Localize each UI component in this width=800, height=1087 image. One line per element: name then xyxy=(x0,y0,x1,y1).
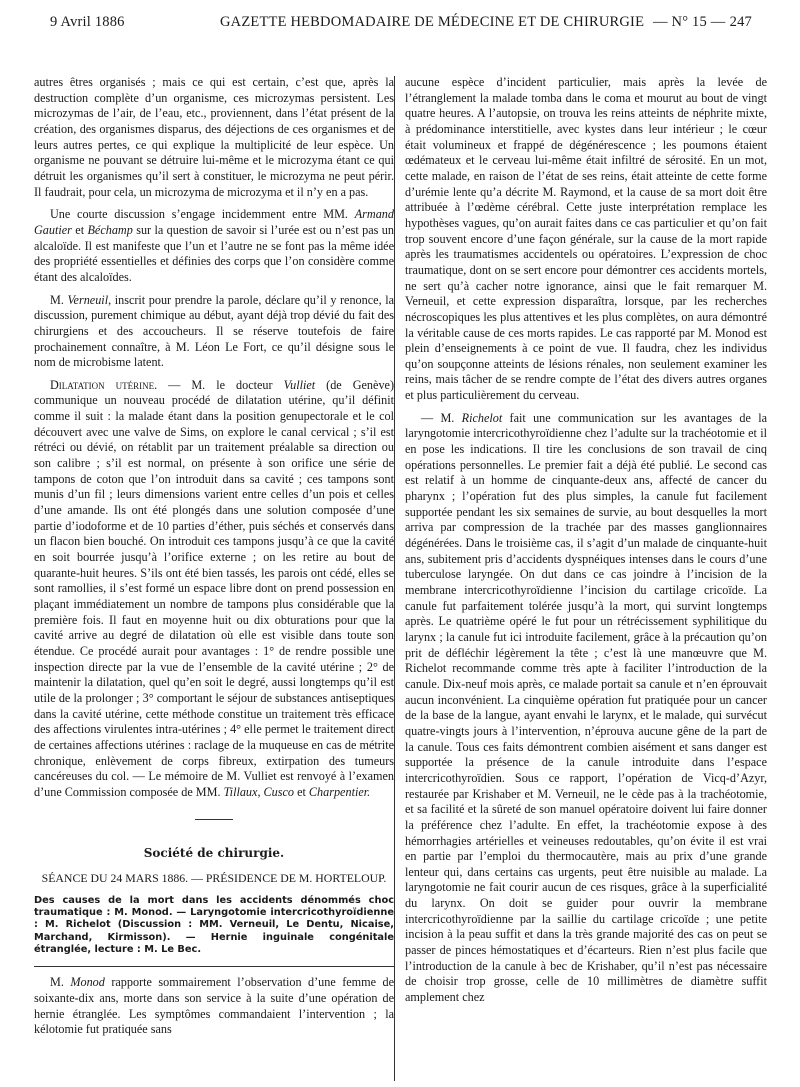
paragraph-richelot: — M. Richelot fait une communication sur les avantages de la laryngotomie intercricothyroïdienne chez l’adulte sur la trachéotomie et il en pose les indications. Il tire les conclusions de son travail de cinq opérations personnelles. Le premier fait a déjà été publié. Le second cas est relatif à un homme de cinquante-deux ans, affecté de cancer du pharynx ; l’opération fut des plus simples, la canule fut facilement supportée pendant les six semaines de survie, au bout desquelles la mort arriva par compression de la trachée par des masses ganglionnaires dégénérées. Dans le troisième cas, il s’agit d’un malade de cinquante-huit ans, subitement pris d’accidents dyspnéiques intenses dans le cours d’une tuberculose laryngée. On dut dans ce cas joindre à l’incision de la membrane intercricothyroïdienne l’incision du cartilage cricoïde. La canule fut parfaitement tolérée jusqu’à la mort, qui survint longtemps après. Le quatrième opéré le fut pour un rétrécissement syphilitique du larynx ; la canule fut ici introduite facilement, grâce à la précaution qu’on prit de défléchir légèrement la tête ; c’est là une manœuvre que M. Richelot recommande comme très apte à faciliter l’introduction de la canule. Dix-neuf mois après, ce malade portait sa canule et n’en éprouvait aucun inconvénient. La cinquième opération fut pratiquée pour un cancer de la base de la langue, ayant envahi le larynx, et le malade, qui survécut quatre-vingts jours à l’intervention, n’éprouva aucune gêne de la part de la canule. Tous ces faits démontrent combien aisément et sans danger est supportée la présence de la canule introduite dans l’espace intercricothyroïdien. Sous ce rapport, l’opération de Vicq-d’Azyr, restaurée par Krishaber et M. Verneuil, ne le cède pas à la trachéotomie, et sa facilité et la sûreté de son manuel opératoire doivent lui faire donner la préférence chez l’adulte. En effet, la trachéotomie expose à des hémorrhagies artérielles et veineuses redoutables, qu’on évite il est vrai en partie par l’emploi du thermocautère, mais au prix d’une grande lenteur qui, dans certains cas urgents, peut être nuisible au malade. La laryngotomie ne fait courir aucun de ces risques, grâce à la superficialité du larynx. On doit se guider pour ouvrir la membrane intercricothyroïdienne par la saillie du cartilage cricoïde ; une petite incision à la peau suffit et dans la très grande majorité des cas on peut se passer de pinces hémostatiques et d’écarteurs. Rien n’est plus facile que l’introduction de la canule à bec de Krishaber, qu’il n’est pas nécessaire de choisir trop grosse, celle de 10 millimètres de diamètre suffit amplement chez xyxy=(405,410,767,1005)
left-column xyxy=(34,75,394,1075)
paragraph-dilatation-uterine: Dilatation utérine. — M. le docteur Vulliet (de Genève) communique un nouveau procédé de dilatation utérine, qu’il définit comme il suit : la malade étant dans la position genupectorale et le col découvert avec une valve de Sims, on explore le canal cervical ; s’il est rétréci ou dévié, on rétablit par un traitement préalable sa direction ou son calibre ; s’il est normal, on présente à son orifice une série de tampons de coton que l’on introduit dans sa cavité ; ces tampons sont munis d’un fil ; leurs dimensions varient entre celles d’un pois et celles d’une amande. Ils ont été plongés dans une solution composée d’une partie d’iodoforme et de 10 parties d’éther, puis séchés et conservés dans un flacon bien bouché. On introduit ces tampons jusqu’à ce que la cavité en soit bourrée jusqu’à l’orifice externe ; on les retire au bout de quarante-huit heures. S’ils ont été bien tassés, les parois ont cédé, elles se sont ramollies, il s’est formé un espace libre dont on prend possession en plaçant immédiatement un nombre de tampons plus considérable que la première fois. Il faut en moyenne huit ou dix obturations pour que la cavité arrive au degré de dilatation où elle est visible dans toute son étendue. Ce procédé aurait pour avantages : 1° de rendre possible une inspection directe par la vue de l’ensemble de la cavité utérine ; 2° de maintenir la dilatation, quel qu’en soit le degré, aussi longtemps qu’il est utile de la prolonger ; 3° comportant le séjour de substances antiseptiques dans la cavité utérine, cette méthode constitue un traitement très efficace des affections virulentes intra-utérines ; 4° elle permet le traitement direct de certaines affections utérines : raclage de la muqueuse en cas de métrite chronique, enlèvement de corps fibreux, extirpation des tumeurs cancéreuses du col. — Le mémoire de M. Vulliet est renvoyé à l’examen d’une Commission composée de MM. Tillaux, Cusco et Charpentier. xyxy=(34,377,395,799)
paragraph-microzymas: autres êtres organisés ; mais ce qui est certain, c’est que, après la destruction complète d’un organisme, ces microzymas persistent. Les microzymas de l’air, de l’eau, etc., proviennent, dans l’état présent de la création, des organismes disparus, des déjections de ces organismes et de leurs autres pertes, ce qui explique la multiplicité de leur espèce. Un organisme ne pouvant se détruire lui-même et le microzyma étant ce qui détruit les organismes qu’il sert à constituer, le microzyma ne peut périr. Il faudrait, pour cela, un microzyma de microzyma et il n’y en a pas. xyxy=(34,75,394,199)
right-column xyxy=(405,75,767,1075)
society-heading: Société de chirurgie. xyxy=(143,845,285,860)
seance-line: SÉANCE DU 24 MARS 1886. — PRÉSIDENCE DE M. HORTELOUP. xyxy=(41,871,387,886)
session-summary: Des causes de la mort dans les accidents dénommés choc traumatique : M. Monod. — Laryngotomie intercricothyroïdienne : M. Richelot (Discussion : MM. Verneuil, Le Dentu, Nicaise, Marchand, Kirmisson). — Hernie inguinale congénitale étranglée, lecture : M. Le Bec. xyxy=(34,894,394,956)
section-rule xyxy=(195,819,233,820)
paragraph-uree-discussion: Une courte discussion s’engage incidemment entre MM. Armand Gautier et Béchamp sur la question de savoir si l’urée est ou n’est pas un alcaloïde. Il est manifeste que l’un et l’autre ne se font pas la même idée des propriété essentielles et définies des corps que l’on considère comme étant des alcaloïdes. xyxy=(34,207,394,284)
column-divider xyxy=(394,76,395,1081)
page-number: 247 xyxy=(729,14,752,30)
paragraph-autopsie: aucune espèce d’incident particulier, mais après la levée de l’étranglement la malade tomba dans le coma et mourut au bout de vingt quatre heures. A l’autopsie, on trouva les reins atteints de néphrite mixte, à prédominance interstitielle, avec kystes dans leur intérieur ; le cœur était volumineux et frappé de dégénérescence ; les poumons étaient œdémateux et le cerveau lui-même était infiltré de sérosité. En un mot, cette malade, en raison de l’état de ses reins, était atteinte de cette forme d’urémie lente qu’a décrite M. Raymond, et la cause de sa mort doit être attribuée à l’œdème cérébral. Cette juste interprétation remplace les hypothèses vagues, qu’on aurait faites dans ce cas particulier et qu’on fait trop souvent encore d’une façon générale, sur la cause de la mort rapide après les traumatismes accidentels ou opératoires. L’expression de choc traumatique, dont on se sert encore pour démontrer ces accidents mortels, ne sert qu’à cacher notre ignorance, ainsi que le fait remarquer M. Verneuil, et cette expression disparaîtra, lorsque, par les recherches nécroscopiques les plus attentives et les plus complètes, on aura démontré la véritable cause de ces morts rapides. Le cas rapporté par M. Monod est plein d’enseignements à ce point de vue. Il faudra, chez les individus qu’on soupçonne atteints de lésions rénales, non seulement examiner les reins, mais tâcher de se rendre compte de l’état des divers autres organes et plus particulièrement du cerveau. xyxy=(405,75,767,403)
issue-date: 9 Avril 1886 xyxy=(50,14,125,30)
journal-title: GAZETTE HEBDOMADAIRE DE MÉDECINE ET DE CHIRURGIE xyxy=(220,14,645,30)
summary-rule xyxy=(34,966,394,967)
running-header xyxy=(28,14,766,36)
paragraph-monod: M. Monod rapporte sommairement l’observation d’une femme de soixante-dix ans, morte dans son service à la suite d’une opération de hernie étranglée. Les symptômes commandaient l’intervention ; la kélotomie fut pratiquée sans xyxy=(34,975,394,1037)
paragraph-verneuil: M. Verneuil, inscrit pour prendre la parole, déclare qu’il y renonce, la discussion, purement chimique au début, ayant déjà trop dévié du fait des chirurgiens et des accoucheurs. Il se réserve toutefois de faire prochainement connaître, à M. Léon Le Fort, ce qu’il désigne sous le nom de microbisme latent. xyxy=(34,292,394,370)
issue-number: — N° 15 — xyxy=(653,14,726,30)
